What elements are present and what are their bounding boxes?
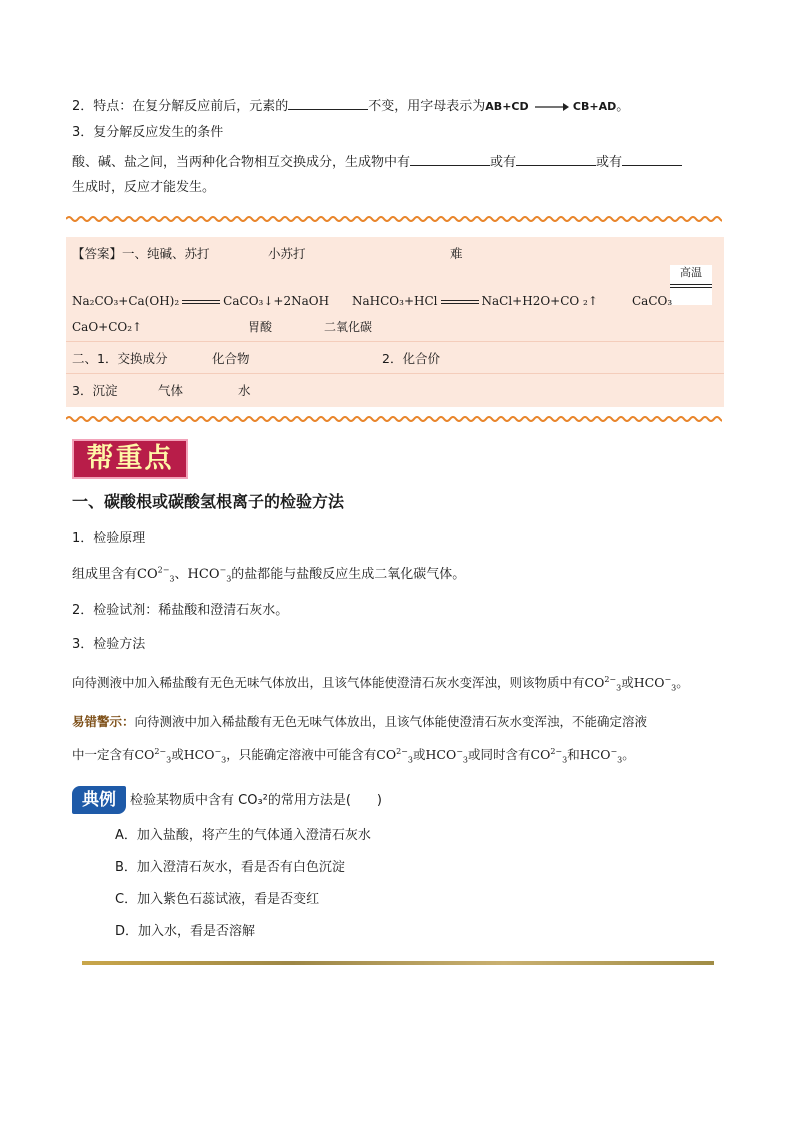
answer-row-3 bbox=[72, 318, 373, 336]
fill-blank[interactable] bbox=[516, 151, 596, 166]
equation-right: NaCl+H2O+CO ₂↑ bbox=[481, 294, 598, 308]
ion-text: CO bbox=[584, 675, 605, 690]
text: 向待测液中加入稀盐酸有无色无味气体放出，且该气体能使澄清石灰水变浑浊，不能确定溶液 bbox=[134, 714, 648, 729]
wave-divider bbox=[66, 214, 722, 224]
text: 或同时含有 bbox=[468, 747, 531, 762]
option-d[interactable]: D．加入水，看是否溶解 bbox=[115, 924, 256, 939]
bicarbonate-ion bbox=[188, 567, 232, 582]
ion-text: CO bbox=[134, 747, 155, 762]
arrow-right-icon bbox=[533, 102, 569, 112]
carbonate-ion bbox=[134, 746, 172, 765]
ion-charge: 2− bbox=[157, 565, 170, 575]
fill-blank[interactable] bbox=[288, 95, 368, 110]
ion-text: HCO bbox=[187, 567, 220, 582]
formula-left: AB+CD bbox=[485, 100, 529, 113]
ion-subscript: 3 bbox=[562, 755, 568, 765]
answer-text: 气体 bbox=[158, 383, 184, 398]
ion-text: CO bbox=[376, 747, 397, 762]
text: 中一定含有 bbox=[72, 747, 135, 762]
intro-text: 或有 bbox=[490, 155, 517, 170]
answer-separator bbox=[66, 373, 724, 374]
ion-subscript: 3 bbox=[169, 574, 175, 584]
text: 和 bbox=[567, 747, 580, 762]
option-c[interactable]: C．加入紫色石蕊试液，看是否变红 bbox=[115, 892, 320, 907]
question-text: 检验某物质中含有 CO₃²的常用方法是( ) bbox=[130, 793, 383, 808]
text: 组成里含有 bbox=[72, 567, 138, 582]
ion-charge: − bbox=[610, 746, 618, 756]
text: 或 bbox=[412, 747, 426, 762]
answer-text: 小苏打 bbox=[268, 246, 306, 261]
paragraph-3: 2．检验试剂：稀盐酸和澄清石灰水。 bbox=[72, 603, 289, 618]
equation-right: CaCO₃↓+2NaOH bbox=[223, 294, 330, 308]
warning-line-2 bbox=[72, 745, 635, 765]
equation-left: CaCO₃ bbox=[632, 294, 673, 308]
intro-text: 。 bbox=[616, 99, 630, 114]
bicarbonate-ion bbox=[633, 674, 677, 693]
formula-right: CB+AD bbox=[572, 100, 617, 113]
ion-text: CO bbox=[137, 567, 158, 582]
carbonate-ion bbox=[376, 746, 413, 765]
equation-left: Na₂CO₃+Ca(OH)₂ bbox=[72, 294, 180, 308]
text: 向待测液中加入稀盐酸有无色无味气体放出，且该气体能使澄清石灰水变浑浊，则该物质中有 bbox=[72, 675, 585, 690]
wave-divider bbox=[66, 414, 722, 424]
warning-label: 易错警示： bbox=[72, 714, 135, 729]
equation-right: CaO+CO₂↑ bbox=[72, 320, 143, 334]
section-tag: 帮重点 bbox=[72, 439, 188, 479]
fill-blank[interactable] bbox=[622, 151, 682, 166]
answer-row-5 bbox=[72, 382, 251, 400]
intro-line-5: 生成时，反应才能发生。 bbox=[72, 180, 216, 195]
intro-text: 不变，用字母表示为 bbox=[368, 99, 486, 114]
bicarbonate-ion bbox=[183, 746, 227, 765]
paragraph-1: 1．检验原理 bbox=[72, 531, 146, 546]
paragraph-5 bbox=[72, 673, 689, 693]
intro-text: 或有 bbox=[596, 155, 623, 170]
bicarbonate-ion bbox=[579, 746, 623, 765]
carbonate-ion bbox=[137, 567, 175, 582]
text: ，只能确定溶液中可能含有 bbox=[226, 747, 377, 762]
carbonate-ion bbox=[584, 674, 622, 693]
paragraph-2 bbox=[72, 565, 465, 585]
answer-text: 胃酸 bbox=[248, 320, 273, 334]
ion-text: HCO bbox=[579, 747, 611, 762]
fill-blank[interactable] bbox=[410, 151, 490, 166]
ion-charge: 2− bbox=[396, 746, 408, 756]
high-temp-condition bbox=[670, 265, 712, 305]
text: 、 bbox=[174, 567, 188, 582]
ion-charge: 2− bbox=[604, 674, 617, 684]
answer-row-2 bbox=[72, 292, 673, 310]
ion-text: CO bbox=[530, 747, 551, 762]
text: 的盐都能与盐酸反应生成二氧化碳气体。 bbox=[231, 567, 466, 582]
answer-text: 2．化合价 bbox=[382, 351, 440, 366]
intro-line-2 bbox=[72, 95, 629, 117]
intro-text: 酸、碱、盐之间，当两种化合物相互交换成分，生成物中有 bbox=[72, 155, 411, 170]
ion-subscript: 3 bbox=[462, 755, 468, 765]
ion-text: HCO bbox=[425, 747, 457, 762]
ion-text: HCO bbox=[633, 675, 665, 690]
equals-sign bbox=[441, 300, 479, 304]
answer-text: 【答案】一、纯碱、苏打 bbox=[72, 246, 210, 261]
ion-subscript: 3 bbox=[221, 755, 227, 765]
answer-text: 二、1．交换成分 bbox=[72, 351, 168, 366]
option-b[interactable]: B．加入澄清石灰水，看是否有白色沉淀 bbox=[115, 860, 345, 875]
answer-text: 二氧化碳 bbox=[324, 320, 373, 334]
answer-row-1 bbox=[72, 245, 463, 263]
ion-charge: − bbox=[456, 746, 463, 756]
answer-text: 3．沉淀 bbox=[72, 383, 118, 398]
answer-box bbox=[66, 237, 724, 407]
footer-divider bbox=[82, 961, 714, 965]
text: 。 bbox=[676, 675, 689, 690]
equals-sign bbox=[182, 300, 220, 304]
ion-subscript: 3 bbox=[671, 683, 677, 693]
answer-text: 难 bbox=[450, 246, 463, 261]
ion-subscript: 3 bbox=[616, 683, 622, 693]
section-heading: 一、碳酸根或碳酸氢根离子的检验方法 bbox=[72, 492, 345, 511]
option-a[interactable]: A．加入盐酸，将产生的气体通入澄清石灰水 bbox=[115, 828, 371, 843]
answer-separator bbox=[66, 341, 724, 342]
intro-text: 2．特点：在复分解反应前后，元素的 bbox=[72, 99, 289, 114]
intro-line-3: 3．复分解反应发生的条件 bbox=[72, 125, 224, 140]
answer-row-4 bbox=[72, 350, 440, 368]
equation-2 bbox=[352, 292, 598, 310]
ion-charge: 2− bbox=[154, 746, 167, 756]
ion-subscript: 3 bbox=[226, 574, 232, 584]
ion-charge: − bbox=[214, 746, 222, 756]
ion-subscript: 3 bbox=[166, 755, 172, 765]
example-tag: 典例 bbox=[72, 786, 126, 814]
ion-text: HCO bbox=[183, 747, 215, 762]
text: 。 bbox=[622, 747, 635, 762]
ion-subscript: 3 bbox=[407, 755, 413, 765]
condition-label: 高温 bbox=[680, 266, 702, 279]
bicarbonate-ion bbox=[425, 746, 468, 765]
answer-text: 化合物 bbox=[212, 351, 250, 366]
text: 或 bbox=[171, 747, 184, 762]
ion-subscript: 3 bbox=[617, 755, 623, 765]
intro-line-4 bbox=[72, 151, 682, 173]
warning-line-1 bbox=[72, 712, 647, 732]
equation-left: NaHCO₃+HCl bbox=[352, 294, 438, 308]
paragraph-4: 3．检验方法 bbox=[72, 637, 146, 652]
ion-charge: − bbox=[664, 674, 672, 684]
ion-charge: 2− bbox=[550, 746, 563, 756]
ion-charge: − bbox=[219, 565, 227, 575]
answer-text: 水 bbox=[238, 383, 251, 398]
carbonate-ion bbox=[530, 746, 568, 765]
equals-sign bbox=[670, 284, 712, 288]
text: 或 bbox=[621, 675, 634, 690]
